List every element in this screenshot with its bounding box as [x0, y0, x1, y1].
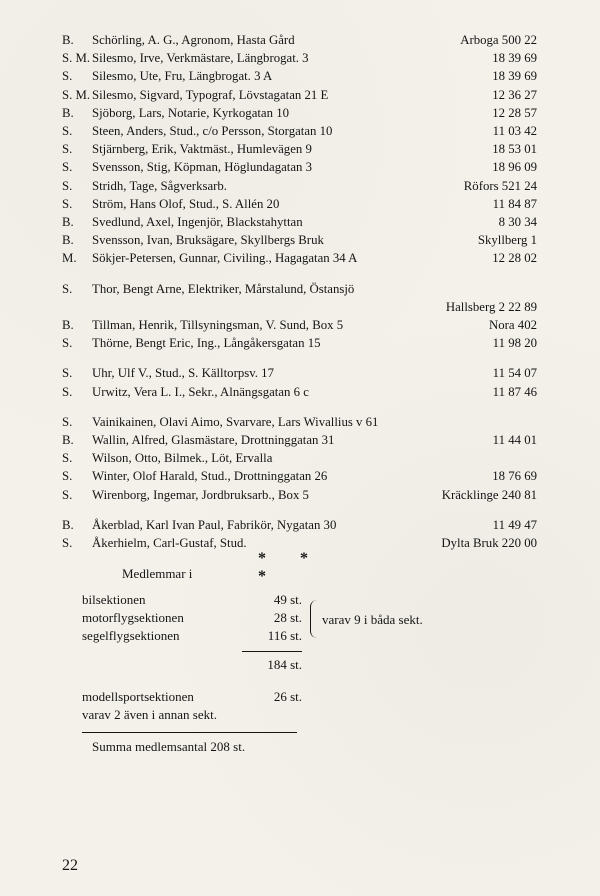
entry-code: M.	[62, 251, 77, 266]
entry-text: Wilson, Otto, Bilmek., Löt, Ervalla	[92, 451, 273, 466]
section-count: 116 st.	[267, 628, 302, 643]
brace-mark	[310, 600, 319, 638]
list-item	[62, 104, 537, 122]
entry-phone: 11 49 47	[492, 517, 537, 532]
entry-text: Wirenborg, Ingemar, Jordbruksarb., Box 5	[92, 487, 309, 502]
entry-phone: 12 28 02	[492, 251, 537, 266]
entry-code: S.	[62, 536, 73, 551]
entry-phone: 8 30 34	[498, 215, 537, 230]
list-item	[62, 49, 537, 67]
entry-phone: Kräcklinge 240 81	[441, 487, 537, 502]
summary-row	[82, 688, 482, 706]
entry-text: Winter, Olof Harald, Stud., Drottninggatan 26	[92, 469, 328, 484]
member-list	[62, 31, 537, 552]
list-item	[62, 280, 537, 316]
entry-phone: Röfors 521 24	[463, 178, 537, 193]
entry-text: Wallin, Alfred, Glasmästare, Drottninggatan 31	[92, 433, 335, 448]
entry-phone: Arboga 500 22	[460, 33, 537, 47]
entry-text: Schörling, A. G., Agronom, Hasta Gård	[92, 33, 295, 47]
entry-phone: 18 76 69	[492, 469, 537, 484]
list-item	[62, 67, 537, 85]
list-item	[62, 177, 537, 195]
entry-phone: 12 36 27	[492, 87, 537, 102]
subtotal-row	[82, 656, 482, 674]
entry-code: S.	[62, 69, 73, 84]
list-item	[62, 413, 537, 431]
entry-code: S. M.	[62, 87, 91, 102]
entry-text: Thor, Bengt Arne, Elektriker, Mårstalund, Östansjö	[92, 281, 355, 296]
entry-code: S.	[62, 366, 73, 381]
list-item	[62, 334, 537, 352]
list-item	[62, 249, 537, 267]
entry-phone: 18 53 01	[492, 142, 537, 157]
entry-code: B.	[62, 517, 74, 532]
page-number: 22	[62, 857, 78, 874]
entry-phone: 18 39 69	[492, 51, 537, 66]
list-item	[62, 516, 537, 534]
entry-phone: Hallsberg 2 22 89	[445, 299, 537, 314]
entry-phone: 11 44 01	[492, 433, 537, 448]
entry-code: B.	[62, 105, 74, 120]
entry-text: Svensson, Stig, Köpman, Höglundagatan 3	[92, 160, 313, 175]
section-label: bilsektionen	[82, 592, 146, 607]
entry-text: Svedlund, Axel, Ingenjör, Blackstahyttan	[92, 215, 303, 230]
entry-code: S.	[62, 384, 73, 399]
brace-note: varav 9 i båda sekt.	[322, 612, 423, 627]
subtotal-count: 184 st.	[267, 657, 302, 672]
entry-code: S.	[62, 160, 73, 175]
list-item	[62, 158, 537, 176]
entry-phone: 18 39 69	[492, 69, 537, 84]
summary-row	[82, 591, 482, 609]
section-count: 28 st.	[273, 610, 302, 625]
entry-text: Thörne, Bengt Eric, Ing., Långåkersgatan 15	[92, 336, 321, 351]
list-item	[62, 431, 537, 449]
entry-phone: 11 84 87	[492, 196, 537, 211]
entry-text: Silesmo, Sigvard, Typograf, Lövstagatan 21 E	[92, 87, 329, 102]
entry-phone: 12 28 57	[492, 105, 537, 120]
list-item	[62, 383, 537, 401]
list-item	[62, 316, 537, 334]
entry-text: Uhr, Ulf V., Stud., S. Källtorpsv. 17	[92, 366, 274, 381]
entry-phone: Dylta Bruk 220 00	[441, 536, 537, 551]
entry-phone: 18 96 09	[492, 160, 537, 175]
entry-code: S.	[62, 178, 73, 193]
entry-code: S.	[62, 414, 73, 429]
list-item	[62, 140, 537, 158]
section-label: motorflygsektionen	[82, 610, 184, 625]
total-line: Summa medlemsantal 208 st.	[92, 739, 246, 754]
entry-code: B.	[62, 233, 74, 248]
entry-code: B.	[62, 433, 74, 448]
list-item	[62, 231, 537, 249]
modell-count: 26 st.	[273, 689, 302, 704]
entry-phone: 11 54 07	[492, 366, 537, 381]
entry-line	[62, 280, 537, 298]
entry-code: B.	[62, 318, 74, 333]
entry-code: S.	[62, 336, 73, 351]
list-item	[62, 31, 537, 49]
entry-text: Tillman, Henrik, Tillsyningsman, V. Sund, Box 5	[92, 318, 344, 333]
list-item	[62, 122, 537, 140]
summary-note-row	[82, 706, 482, 724]
entry-text: Silesmo, Ute, Fru, Längbrogat. 3 A	[92, 69, 273, 84]
entry-text: Steen, Anders, Stud., c/o Persson, Storgatan 10	[92, 124, 333, 139]
entry-text: Svensson, Ivan, Bruksägare, Skyllbergs Bruk	[92, 233, 324, 248]
modell-note: varav 2 även i annan sekt.	[82, 707, 218, 722]
total-rule	[82, 732, 297, 733]
entry-text: Åkerhielm, Carl-Gustaf, Stud.	[92, 536, 247, 551]
entry-code: S.	[62, 142, 73, 157]
entry-phone: 11 98 20	[492, 336, 537, 351]
entry-code: S.	[62, 281, 73, 296]
entry-code: S.	[62, 487, 73, 502]
list-item	[62, 364, 537, 382]
entry-text: Urwitz, Vera L. I., Sekr., Alnängsgatan 6 c	[92, 384, 309, 399]
entry-code: S.	[62, 469, 73, 484]
entry-text: Stridh, Tage, Sågverksarb.	[92, 178, 227, 193]
entry-text: Vainikainen, Olavi Aimo, Svarvare, Lars Wivallius v 61	[92, 414, 379, 429]
entry-code: S.	[62, 196, 73, 211]
membership-summary	[82, 565, 482, 756]
summary-spacer	[82, 674, 482, 688]
entry-code: B.	[62, 215, 74, 230]
entry-phone: 11 03 42	[492, 124, 537, 139]
entry-text: Silesmo, Irve, Verkmästare, Längbrogat. 3	[92, 51, 309, 66]
entry-code: B.	[62, 33, 74, 47]
entry-text: Stjärnberg, Erik, Vaktmäst., Humlevägen 9	[92, 142, 312, 157]
section-separator-stars: * * *	[258, 550, 323, 585]
list-item	[62, 86, 537, 104]
entry-code: S. M.	[62, 51, 91, 66]
entry-phone: Skyllberg 1	[477, 233, 537, 248]
section-label: segelflygsektionen	[82, 628, 180, 643]
section-count: 49 st.	[273, 592, 302, 607]
entry-code: S.	[62, 124, 73, 139]
entry-code: S.	[62, 451, 73, 466]
summary-title: Medlemmar i	[122, 566, 193, 581]
summary-row	[82, 627, 482, 645]
entry-text: Sökjer-Petersen, Gunnar, Civiling., Hagagatan 34 A	[92, 251, 358, 266]
list-item	[62, 213, 537, 231]
entry-text: Åkerblad, Karl Ivan Paul, Fabrikör, Nygatan 30	[92, 517, 337, 532]
entry-phone: 11 87 46	[492, 384, 537, 399]
modell-label: modellsportsektionen	[82, 689, 194, 704]
list-item	[62, 486, 537, 504]
list-item	[62, 449, 537, 467]
list-item	[62, 195, 537, 213]
entry-text: Sjöborg, Lars, Notarie, Kyrkogatan 10	[92, 105, 290, 120]
entry-phone: Nora 402	[489, 318, 537, 333]
entry-text: Ström, Hans Olof, Stud., S. Allén 20	[92, 196, 280, 211]
entry-line	[62, 298, 537, 316]
subtotal-rule	[242, 651, 302, 652]
list-item	[62, 467, 537, 485]
